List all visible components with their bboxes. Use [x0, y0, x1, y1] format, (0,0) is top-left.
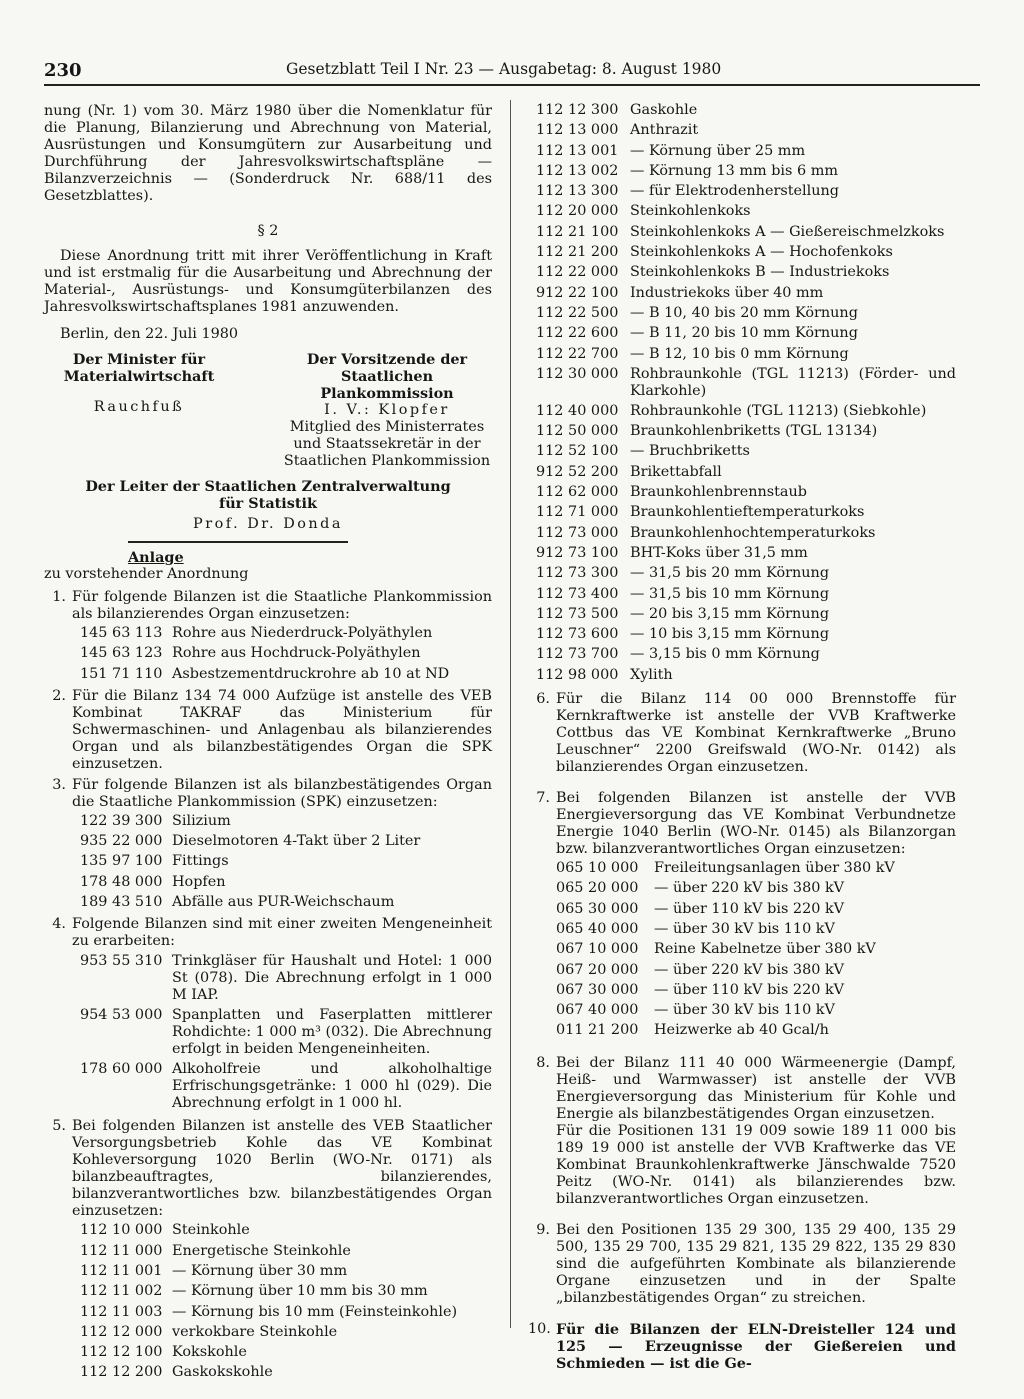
list-item	[80, 1007, 492, 1058]
balance-code: 151 71 110	[80, 665, 163, 682]
balance-label: — 20 bis 3,15 mm Körnung	[630, 605, 830, 622]
item-number: 2.	[52, 687, 66, 704]
balance-label: — B 12, 10 bis 0 mm Körnung	[630, 345, 849, 362]
balance-label: Trinkgläser für Haushalt und Hotel: 1 000 St (078). Die Abrechnung erfolgt in 1 000 M IAP.	[172, 953, 492, 1004]
list-item	[536, 421, 956, 441]
list-item	[556, 980, 956, 1000]
balance-code: 011 21 200	[556, 1022, 639, 1039]
balance-code: 112 12 100	[80, 1344, 163, 1361]
balance-code: 112 11 000	[80, 1242, 163, 1259]
balance-code: 112 21 200	[536, 244, 619, 261]
balance-code: 112 22 600	[536, 325, 619, 342]
balance-code: 112 73 300	[536, 565, 619, 582]
balance-code: 065 10 000	[556, 860, 639, 877]
balance-code: 067 30 000	[556, 981, 639, 998]
list-item	[536, 563, 956, 583]
list-item	[536, 401, 956, 421]
list-item	[536, 366, 956, 400]
balance-code: 067 10 000	[556, 941, 639, 958]
balance-label: Rohbraunkohle (TGL 11213) (Siebkohle)	[630, 402, 927, 419]
balance-code: 178 60 000	[80, 1061, 163, 1078]
section-paragraph: Diese Anordnung tritt mit ihrer Veröffentlichung in Kraft und ist erstmalig für die Ausarbeitung und Abrechnung der Material-, Ausrüstungs- und Konsumgüterbilanzen des Jahresvolkswirtschaftsplanes 1981 anzuwenden.	[44, 248, 492, 315]
balance-label: Steinkohlenkoks B — Industriekoks	[630, 264, 890, 281]
item-number: 9.	[536, 1221, 550, 1238]
list-item	[556, 1000, 956, 1020]
list-item	[80, 1322, 492, 1342]
item-2	[44, 688, 492, 773]
balance-label: Reine Kabelnetze über 380 kV	[654, 941, 876, 958]
balance-code: 912 22 100	[536, 284, 619, 301]
list-item	[80, 1281, 492, 1301]
balance-label: Dieselmotoren 4-Takt über 2 Liter	[172, 833, 421, 850]
column-divider	[510, 100, 511, 1328]
list-item	[536, 502, 956, 522]
item-8	[528, 1055, 956, 1208]
balance-code: 067 20 000	[556, 961, 639, 978]
balance-label: — 3,15 bis 0 mm Körnung	[630, 646, 820, 663]
balance-code: 189 43 510	[80, 894, 163, 911]
balance-code: 112 73 600	[536, 626, 619, 643]
header-rule	[44, 84, 980, 86]
list-item	[556, 939, 956, 959]
balance-code: 112 12 200	[80, 1364, 163, 1381]
item-text: Bei folgenden Bilanzen ist anstelle der VVB Energieversorgung das VE Kombinat Verbundnetze Energie 1040 Berlin (WO-Nr. 0145) als Bilanzorgan bzw. bilanzverantwortliches Organ einzusetzen:	[556, 790, 956, 858]
balance-code: 912 52 200	[536, 463, 619, 480]
list-item	[536, 523, 956, 543]
balance-label: — über 30 kV bis 110 kV	[654, 920, 835, 937]
balance-code: 112 98 000	[536, 666, 619, 683]
balance-code: 112 50 000	[536, 423, 619, 440]
item-text: Bei der Bilanz 111 40 000 Wärmeenergie (Dampf, Heiß- und Warmwasser) ist anstelle der VVB Energieversorgung das Ministerium für Kohle und Energie als bilanzbestätigendes Organ einzusetzen.	[556, 1054, 956, 1122]
signature-block	[44, 351, 492, 470]
balance-label: — 31,5 bis 20 mm Körnung	[630, 565, 830, 582]
item-3	[44, 777, 492, 912]
balance-code: 112 22 700	[536, 345, 619, 362]
item-4	[44, 916, 492, 1112]
item-7	[528, 790, 956, 1041]
balance-label: verkokbare Steinkohle	[172, 1323, 338, 1340]
item-number: 7.	[536, 790, 550, 807]
balance-label: — über 220 kV bis 380 kV	[654, 961, 845, 978]
list-item	[536, 624, 956, 644]
item-10	[528, 1321, 956, 1372]
balance-label: Gaskohle	[630, 102, 698, 118]
list-item	[536, 201, 956, 221]
list-item	[80, 811, 492, 831]
balance-label: — Körnung über 30 mm	[172, 1262, 348, 1279]
anlage-subheading: zu vorstehender Anordnung	[44, 566, 249, 582]
signatory-left-title: Der Minister für Materialwirtschaft	[63, 351, 215, 385]
list-item	[536, 543, 956, 563]
balance-label: Steinkohle	[172, 1222, 250, 1239]
list-item	[80, 1220, 492, 1240]
item-text: Für folgende Bilanzen ist die Staatliche Plankommission als bilanzierendes Organ einzusetzen:	[72, 589, 492, 622]
item-1	[44, 589, 492, 684]
list-item	[536, 665, 956, 685]
section-heading: § 2	[257, 223, 279, 239]
anlage-heading: Anlage	[128, 549, 184, 566]
item-text: Folgende Bilanzen sind mit einer zweiten Mengeneinheit zu erarbeiten:	[72, 916, 492, 950]
balance-label: Rohre aus Hochdruck-Polyäthylen	[172, 645, 421, 662]
balance-label: Asbestzementdruckrohre ab 10 at ND	[172, 665, 450, 682]
list-item	[80, 664, 492, 684]
balance-label: Industriekoks über 40 mm	[630, 284, 824, 301]
balance-code: 112 13 300	[536, 183, 619, 200]
list-item	[536, 120, 956, 140]
balance-label: Braunkohlenhochtemperaturkoks	[630, 524, 876, 541]
balance-code: 112 12 300	[536, 102, 619, 118]
balance-code: 065 20 000	[556, 880, 639, 897]
item-text-continued: Für die Positionen 131 19 009 sowie 189 11 000 bis 189 19 000 ist anstelle der VVB Kraftwerke das VE Kombinat Braunkohlenkraftwerke Jänschwalde 7520 Peitz (WO-Nr. 0141) als bilanzierendes bzw. bilanzverantwortliches Organ einzusetzen.	[556, 1122, 956, 1207]
balance-code: 112 11 002	[80, 1283, 163, 1300]
balance-label: Xylith	[630, 666, 673, 683]
list-item	[80, 1061, 492, 1112]
balance-label: — Körnung über 25 mm	[630, 142, 806, 159]
balance-code: 112 73 000	[536, 524, 619, 541]
balance-label: — B 11, 20 bis 10 mm Körnung	[630, 325, 858, 342]
list-item	[80, 1241, 492, 1261]
balance-code: 112 62 000	[536, 484, 619, 501]
list-item	[536, 161, 956, 181]
list-item	[536, 262, 956, 282]
balance-code: 112 22 500	[536, 304, 619, 321]
balance-label: Anthrazit	[630, 122, 699, 139]
balance-code: 112 20 000	[536, 203, 619, 220]
item-5	[44, 1118, 492, 1382]
balance-label: Energetische Steinkohle	[172, 1242, 351, 1259]
item-9	[528, 1222, 956, 1307]
balance-label: Rohbraunkohle (TGL 11213) (Förder- und Klarkohle)	[630, 365, 956, 399]
right-column	[528, 100, 956, 1372]
balance-code: 178 48 000	[80, 873, 163, 890]
left-column	[44, 103, 492, 1383]
balance-code: 065 30 000	[556, 900, 639, 917]
balance-code: 145 63 123	[80, 645, 163, 662]
balance-label: Fittings	[172, 853, 229, 870]
list-item	[80, 1261, 492, 1281]
item-number: 10.	[528, 1320, 551, 1337]
list-item	[80, 953, 492, 1004]
balance-label: Heizwerke ab 40 Gcal/h	[654, 1022, 829, 1039]
balance-code: 112 30 000	[536, 365, 619, 382]
item-number: 8.	[536, 1054, 550, 1071]
balance-code: 112 22 000	[536, 264, 619, 281]
balance-code: 112 11 001	[80, 1262, 163, 1279]
list-item	[536, 584, 956, 604]
place-date: Berlin, den 22. Juli 1980	[60, 326, 239, 342]
list-item	[536, 441, 956, 461]
list-item	[536, 604, 956, 624]
item-number: 1.	[52, 589, 66, 605]
balance-label: Braunkohlentieftemperaturkoks	[630, 504, 865, 521]
list-item	[556, 960, 956, 980]
list-item	[80, 1302, 492, 1322]
balance-label: — Körnung 13 mm bis 6 mm	[630, 162, 839, 179]
balance-label: Braunkohlenbriketts (TGL 13134)	[630, 423, 878, 440]
balance-label: Brikettabfall	[630, 463, 722, 480]
balance-label: Gaskokskohle	[172, 1364, 273, 1381]
list-item	[536, 222, 956, 242]
list-item	[556, 899, 956, 919]
balance-code: 912 73 100	[536, 544, 619, 561]
balance-label: — 10 bis 3,15 mm Körnung	[630, 626, 830, 643]
item-text: Bei folgenden Bilanzen ist anstelle des VEB Staatlicher Versorgungsbetrieb Kohle das VE Kombinat Kohleversorgung 1020 Berlin (WO-Nr. 0171) als bilanzbeauftragtes, bilanzierendes, bilanzverantwortliches bzw. bilanzbestätigendes Organ einzusetzen:	[72, 1118, 492, 1220]
balance-code: 145 63 113	[80, 625, 163, 641]
balance-label: — Körnung über 10 mm bis 30 mm	[172, 1283, 428, 1300]
item-number: 4.	[52, 916, 66, 933]
balance-label: Rohre aus Niederdruck-Polyäthylen	[172, 625, 433, 641]
balance-code: 112 13 000	[536, 122, 619, 139]
balance-code: 112 73 700	[536, 646, 619, 663]
balance-code: 112 13 001	[536, 142, 619, 159]
signatory-right-name: I. V.: Klopfer	[324, 402, 450, 418]
list-item	[536, 181, 956, 201]
list-item	[80, 851, 492, 871]
balance-label: — über 110 kV bis 220 kV	[654, 981, 845, 998]
balance-label: Steinkohlenkoks A — Gießereischmelzkoks	[630, 223, 945, 240]
list-item	[80, 643, 492, 663]
balance-label: Steinkohlenkoks A — Hochofenkoks	[630, 244, 893, 261]
item-text: Für die Bilanz 134 74 000 Aufzüge ist anstelle des VEB Kombinat TAKRAF das Ministerium für Schwermaschinen- und Anlagenbau als bilanzierendes Organ und als bilanzbestätigendes Organ die SPK einzusetzen.	[72, 687, 492, 772]
page-number: 230	[44, 60, 82, 81]
balance-code: 112 52 100	[536, 443, 619, 460]
balance-code: 065 40 000	[556, 920, 639, 937]
list-item	[556, 878, 956, 898]
balance-label: — über 220 kV bis 380 kV	[654, 880, 845, 897]
balance-label: Kokskohle	[172, 1344, 247, 1361]
signatory-right-role: Mitglied des Ministerrates und Staatssekretär in der Staatlichen Plankommission	[283, 419, 491, 469]
list-item	[80, 1342, 492, 1362]
intro-paragraph: nung (Nr. 1) vom 30. März 1980 über die Nomenklatur für die Planung, Bilanzierung und Abrechnung von Material, Ausrüstungen und Konsumgütern zur Ausarbeitung und Durchführung der Jahresvolkswirtschaftspläne — Bilanzverzeichnis — (Sonderdruck Nr. 688/11 des Gesetzblattes).	[44, 103, 492, 204]
balance-label: — über 30 kV bis 110 kV	[654, 1002, 835, 1019]
signatory-right-title: Der Vorsitzende der Staatlichen Plankommission	[306, 351, 468, 402]
balance-label: — für Elektrodenherstellung	[630, 183, 839, 200]
balance-code: 112 21 100	[536, 223, 619, 240]
item-text: Bei den Positionen 135 29 300, 135 29 400, 135 29 500, 135 29 700, 135 29 821, 135 29 822, 135 29 830 sind die aufgeführten Kombinate als bilanzierende Organe einzusetzen und in der Spalte „bilanzbestätigendes Organ“ zu streichen.	[556, 1221, 956, 1306]
balance-label: Abfälle aus PUR-Weichschaum	[172, 894, 395, 911]
balance-code: 954 53 000	[80, 1007, 163, 1024]
list-item	[536, 303, 956, 323]
item-number: 3.	[52, 776, 66, 793]
balance-label: — B 10, 40 bis 20 mm Körnung	[630, 304, 858, 321]
item-number: 6.	[536, 691, 550, 708]
list-item	[536, 482, 956, 502]
balance-label: BHT-Koks über 31,5 mm	[630, 544, 808, 561]
balance-code: 067 40 000	[556, 1002, 639, 1019]
balance-label: — 31,5 bis 10 mm Körnung	[630, 585, 830, 602]
list-item	[536, 100, 956, 120]
list-item	[556, 919, 956, 939]
list-item	[536, 344, 956, 364]
item-number: 5.	[52, 1118, 66, 1135]
balance-label: — Körnung bis 10 mm (Feinsteinkohle)	[172, 1303, 458, 1320]
signatory-bottom-title: Der Leiter der Staatlichen Zentralverwaltung für Statistik	[85, 478, 451, 512]
balance-label: Spanplatten und Faserplatten mittlerer Rohdichte: 1 000 m³ (032). Die Abrechnung erfolgt in beiden Mengeneinheiten.	[172, 1007, 492, 1058]
balance-code: 112 12 000	[80, 1323, 163, 1340]
list-item	[536, 462, 956, 482]
balance-code: 112 11 003	[80, 1303, 163, 1320]
balance-label: Silizium	[172, 812, 231, 829]
list-item	[536, 323, 956, 343]
signatory-bottom-name: Prof. Dr. Donda	[193, 516, 343, 532]
signatory-left-name: Rauchfuß	[93, 399, 185, 415]
item-text: Für die Bilanz 114 00 000 Brennstoffe für Kernkraftwerke ist anstelle der VVB Kraftwerke Cottbus das VE Kombinat Kernkraftwerke „Bruno Leuschner“ 2200 Greifswald (WO-Nr. 0142) als bilanzierendes Organ einzusetzen.	[556, 691, 956, 776]
balance-code: 135 97 100	[80, 853, 163, 870]
balance-code: 935 22 000	[80, 833, 163, 850]
balance-code: 953 55 310	[80, 953, 163, 970]
list-item	[556, 1020, 956, 1040]
balance-label: Hopfen	[172, 873, 226, 890]
balance-label: — Bruchbriketts	[630, 443, 750, 460]
balance-label: Alkoholfreie und alkoholhaltige Erfrischungsgetränke: 1 000 hl (029). Die Abrechnung erfolgt in 1 000 hl.	[172, 1061, 492, 1112]
list-item	[80, 872, 492, 892]
separator-rule	[128, 541, 348, 543]
balance-code: 112 13 002	[536, 162, 619, 179]
balance-code: 112 10 000	[80, 1222, 163, 1239]
balance-code: 122 39 300	[80, 812, 163, 829]
list-item	[556, 858, 956, 878]
balance-label: Freileitungsanlagen über 380 kV	[654, 860, 895, 877]
list-item	[80, 623, 492, 643]
item-text: Für die Bilanzen der ELN-Dreisteller 124 und 125 — Erzeugnisse der Gießereien und Schmieden — ist die Ge-	[556, 1320, 956, 1372]
balance-code: 112 73 500	[536, 605, 619, 622]
item-6	[528, 691, 956, 776]
balance-label: — über 110 kV bis 220 kV	[654, 900, 845, 917]
balance-code: 112 40 000	[536, 402, 619, 419]
list-item	[80, 1362, 492, 1382]
list-item	[536, 283, 956, 303]
list-item	[80, 892, 492, 912]
running-header: Gesetzblatt Teil I Nr. 23 — Ausgabetag: 8. August 1980	[286, 60, 722, 78]
balance-code: 112 73 400	[536, 585, 619, 602]
list-item	[536, 644, 956, 664]
balance-code: 112 71 000	[536, 504, 619, 521]
list-item	[536, 242, 956, 262]
balance-label: Braunkohlenbrennstaub	[630, 484, 807, 501]
list-item	[80, 831, 492, 851]
item-text: Für folgende Bilanzen ist als bilanzbestätigendes Organ die Staatliche Plankommission (SPK) einzusetzen:	[72, 776, 492, 810]
list-item	[536, 141, 956, 161]
balance-label: Steinkohlenkoks	[630, 203, 751, 220]
signatory-bottom	[44, 478, 492, 533]
